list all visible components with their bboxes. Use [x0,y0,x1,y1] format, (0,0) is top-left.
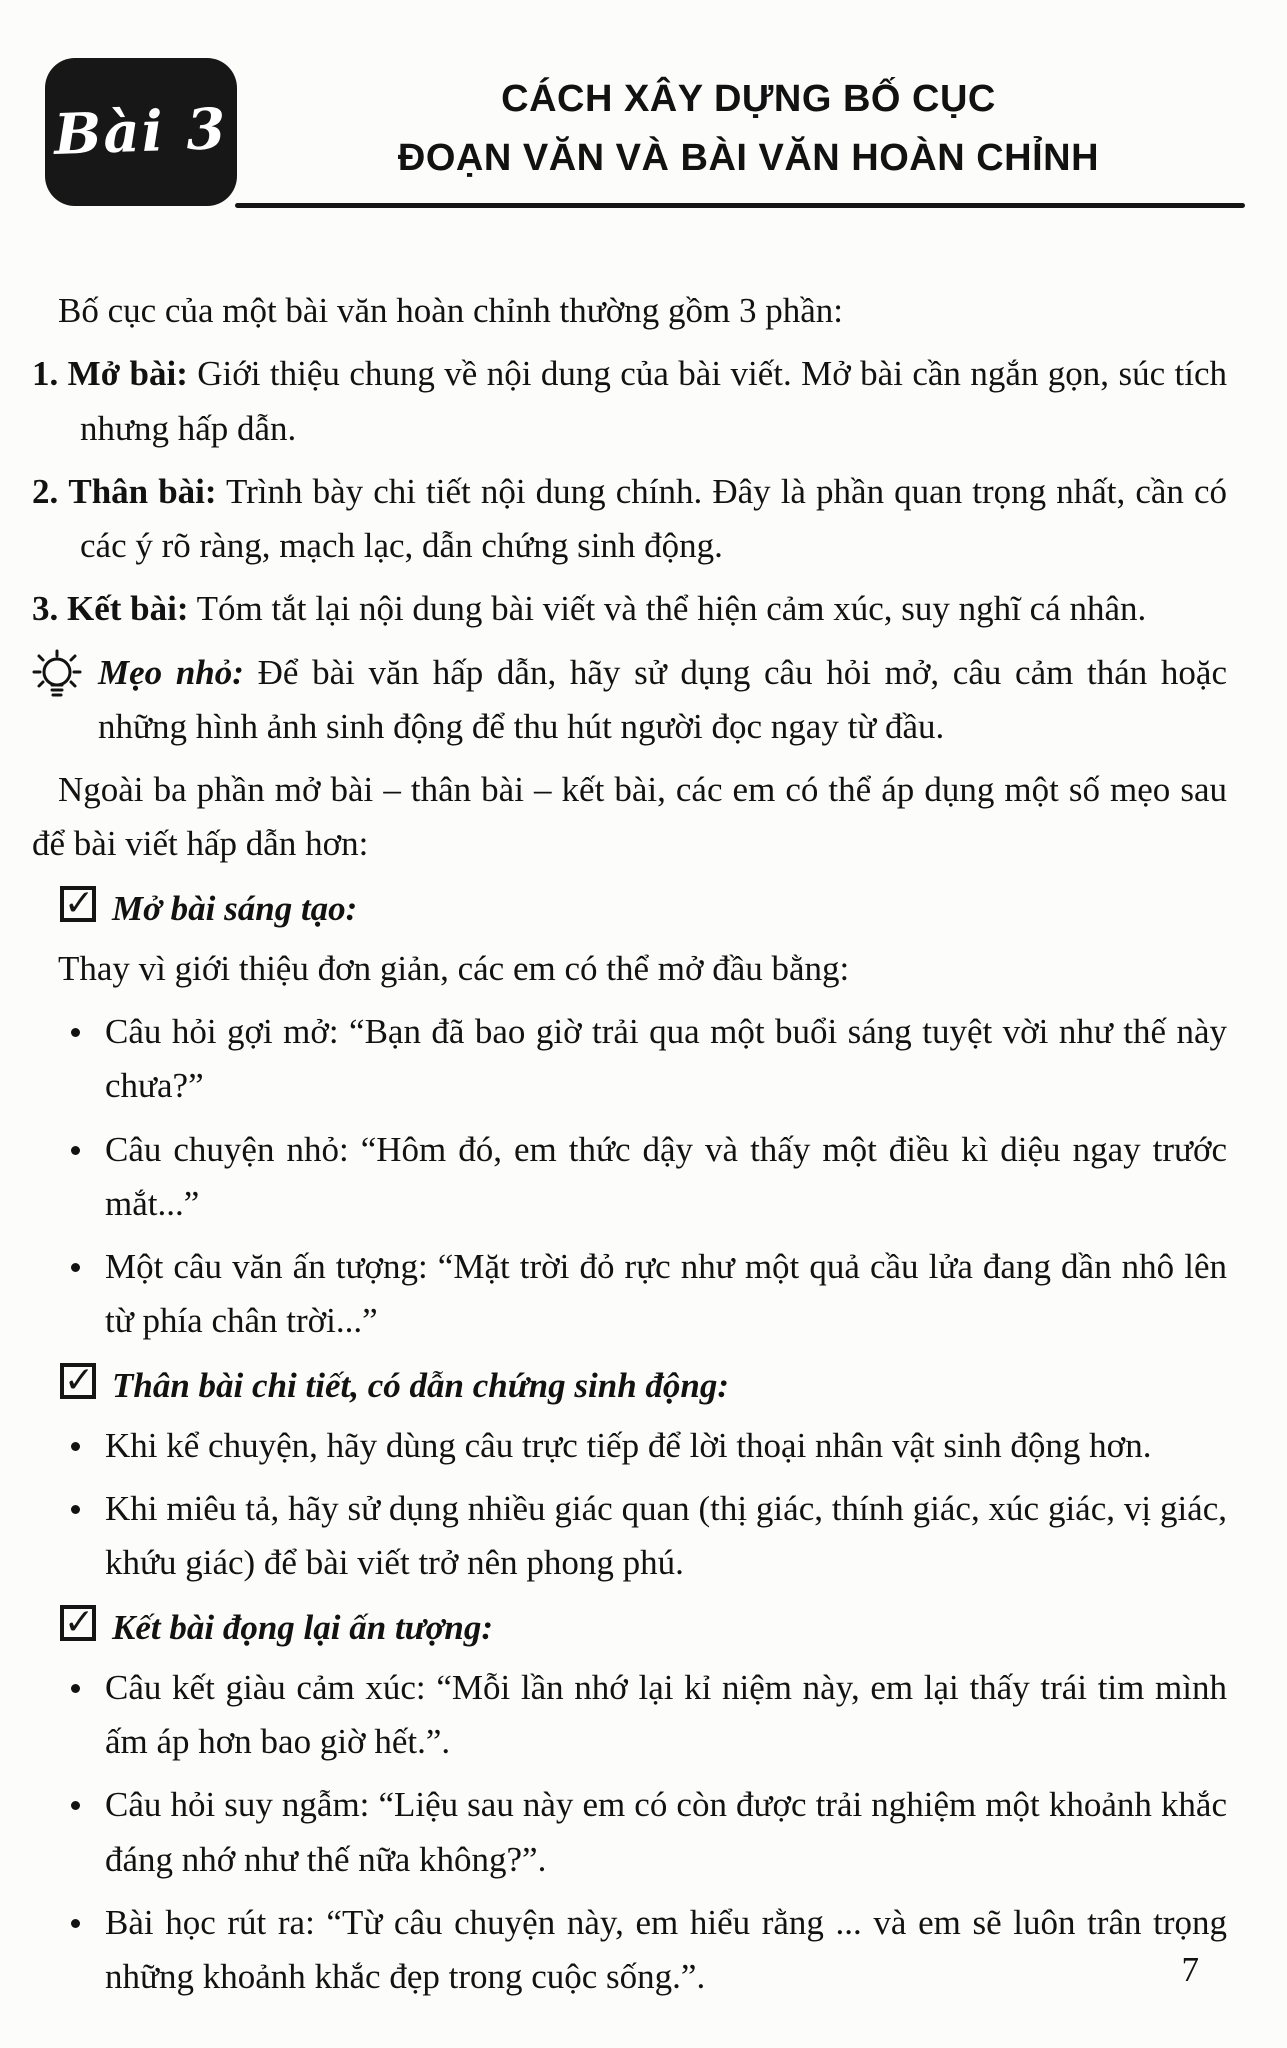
page-header [0,0,1287,218]
lesson-badge [45,58,237,206]
bullet-item: Câu chuyện nhỏ: “Hôm đó, em thức dậy và thấy một điều kì diệu ngay trước mắt...” [105,1123,1227,1232]
bullet-item: Câu kết giàu cảm xúc: “Mỗi lần nhớ lại kỉ niệm này, em lại thấy trái tim mình ấm áp hơn bao giờ hết.”. [105,1661,1227,1770]
numbered-item-1 [32,347,1227,456]
bullet-item: Bài học rút ra: “Từ câu chuyện này, em hiểu rằng ... và em sẽ luôn trân trọng những khoảnh khắc đẹp trong cuộc sống.”. [105,1896,1227,2005]
transition-paragraph: Ngoài ba phần mở bài – thân bài – kết bài, các em có thể áp dụng một số mẹo sau để bài viết hấp dẫn hơn: [32,770,1227,864]
numbered-item-3 [32,582,1227,636]
bullet-list-1 [32,1005,1227,1349]
section-heading-text: Thân bài chi tiết, có dẫn chứng sinh động: [112,1365,730,1405]
item-text: Tóm tắt lại nội dung bài viết và thể hiện cảm xúc, suy nghĩ cá nhân. [196,589,1147,629]
page-title [255,58,1242,188]
item-number: 3. [32,589,59,629]
tip-paragraph [32,646,1227,755]
page-number: 7 [1181,1950,1199,1989]
bullet-item: Khi miêu tả, hãy sử dụng nhiều giác quan (thị giác, thính giác, xúc giác, vị giác, khứu giác) để bài viết trở nên phong phú. [105,1482,1227,1591]
page-content [0,218,1287,2004]
bullet-list-2 [32,1419,1227,1591]
item-label: Thân bài: [68,471,217,511]
section-heading-text: Mở bài sáng tạo: [112,888,358,928]
tip-label: Mẹo nhỏ: [98,652,244,692]
intro-paragraph: Bố cục của một bài văn hoàn chỉnh thường gồm 3 phần: [58,291,843,330]
section-heading-3 [60,1601,1227,1655]
section-heading-1 [60,882,1227,936]
bullet-item: Câu hỏi gợi mở: “Bạn đã bao giờ trải qua một buổi sáng tuyệt vời như thế này chưa?” [105,1005,1227,1114]
tip-text: Để bài văn hấp dẫn, hãy sử dụng câu hỏi mở, câu cảm thán hoặc những hình ảnh sinh động để thu hút người đọc ngay từ đầu. [98,652,1228,746]
checkbox-checked-icon [60,886,96,922]
item-label: Mở bài: [67,354,188,394]
checkbox-checked-icon [60,1605,96,1641]
numbered-item-2 [32,465,1227,574]
bullet-item: Câu hỏi suy ngẫm: “Liệu sau này em có còn được trải nghiệm một khoảnh khắc đáng nhớ như thế nữa không?”. [105,1778,1227,1887]
section-heading-2 [60,1359,1227,1413]
lightbulb-icon [26,648,88,702]
header-divider [235,203,1245,208]
section-heading-text: Kết bài đọng lại ấn tượng: [112,1607,494,1647]
item-label: Kết bài: [67,589,189,629]
lesson-badge-label: Bài 3 [53,95,229,169]
page-title-line1: CÁCH XÂY DỰNG BỐ CỤC [501,78,996,120]
checkbox-checked-icon [60,1363,96,1399]
item-number: 2. [32,471,59,511]
page-title-line2: ĐOẠN VĂN VÀ BÀI VĂN HOÀN CHỈNH [397,136,1100,179]
section-lead-1: Thay vì giới thiệu đơn giản, các em có thể mở đầu bằng: [58,948,850,988]
bullet-list-3 [32,1661,1227,2005]
item-text: Giới thiệu chung về nội dung của bài viết. Mở bài cần ngắn gọn, súc tích nhưng hấp dẫn. [80,354,1228,448]
item-text: Trình bày chi tiết nội dung chính. Đây là phần quan trọng nhất, cần có các ý rõ ràng, mạch lạc, dẫn chứng sinh động. [80,471,1227,565]
bullet-item: Một câu văn ấn tượng: “Mặt trời đỏ rực như một quả cầu lửa đang dần nhô lên từ phía chân trời...” [105,1240,1227,1349]
bullet-item: Khi kể chuyện, hãy dùng câu trực tiếp để lời thoại nhân vật sinh động hơn. [105,1419,1227,1473]
item-number: 1. [32,354,59,394]
